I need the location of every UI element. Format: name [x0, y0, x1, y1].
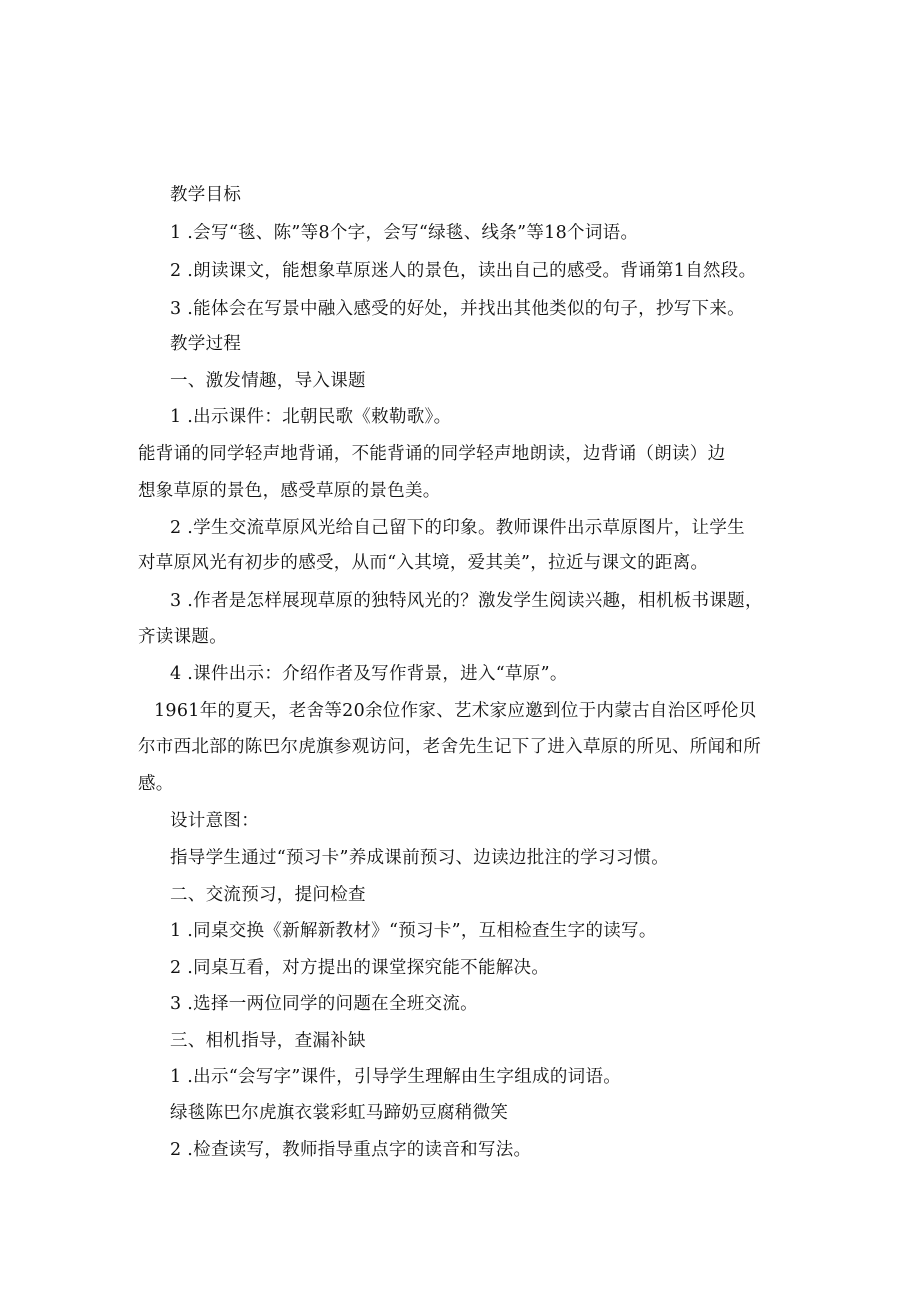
paragraph-line: 1 .出示课件：北朝民歌《敕勒歌》。	[170, 407, 452, 427]
paragraph-line: 齐读课题。	[138, 627, 227, 647]
paragraph-line: 感。	[138, 774, 174, 794]
heading-teaching-goals: 教学目标	[170, 185, 242, 205]
paragraph-line: 1 .同桌交换《新解新教材》“预习卡”，互相检查生字的读写。	[170, 921, 657, 941]
design-intent-label: 设计意图：	[170, 811, 259, 831]
word-list: 绿毯陈巴尔虎旗衣裳彩虹马蹄奶豆腐稍微笑	[170, 1103, 509, 1123]
goal-item-2: 2 .朗读课文，能想象草原迷人的景色，读出自己的感受。背诵第1自然段。	[170, 261, 757, 281]
paragraph-line: 1961年的夏天，老舍等20余位作家、艺术家应邀到位于内蒙古自治区呼伦贝	[154, 701, 757, 721]
paragraph-line: 2 .同桌互看，对方提出的课堂探究能不能解决。	[170, 958, 550, 978]
goal-item-1: 1 .会写“毯、陈”等8个字，会写“绿毯、线条”等18个词语。	[170, 223, 639, 243]
section-heading-1: 一、激发情趣，导入课题	[170, 371, 366, 391]
section-heading-2: 二、交流预习，提问检查	[170, 885, 366, 905]
section-heading-3: 三、相机指导，查漏补缺	[170, 1031, 366, 1051]
paragraph-line: 2 .学生交流草原风光给自己留下的印象。教师课件出示草原图片，让学生	[170, 518, 745, 538]
paragraph-line: 3 .作者是怎样展现草原的独特风光的？激发学生阅读兴趣，相机板书课题，	[170, 591, 763, 611]
paragraph-line: 想象草原的景色，感受草原的景色美。	[138, 481, 441, 501]
paragraph-line: 尔市西北部的陈巴尔虎旗参观访问，老舍先生记下了进入草原的所见、所闻和所	[138, 737, 761, 757]
paragraph-line: 指导学生通过“预习卡”养成课前预习、边读边批注的学习习惯。	[170, 848, 670, 868]
paragraph-line: 能背诵的同学轻声地背诵，不能背诵的同学轻声地朗读，边背诵（朗读）边	[138, 444, 726, 464]
paragraph-line: 4 .课件出示：介绍作者及写作背景，进入“草原”。	[170, 664, 568, 684]
paragraph-line: 对草原风光有初步的感受，从而“入其境，爱其美”，拉近与课文的距离。	[138, 553, 709, 573]
paragraph-line: 1 .出示“会写字”课件，引导学生理解由生字组成的词语。	[170, 1067, 622, 1087]
paragraph-line: 2 .检查读写，教师指导重点字的读音和写法。	[170, 1140, 532, 1160]
goal-item-3: 3 .能体会在写景中融入感受的好处，并找出其他类似的句子，抄写下来。	[170, 299, 745, 319]
paragraph-line: 3 .选择一两位同学的问题在全班交流。	[170, 994, 478, 1014]
heading-teaching-process: 教学过程	[170, 334, 242, 354]
